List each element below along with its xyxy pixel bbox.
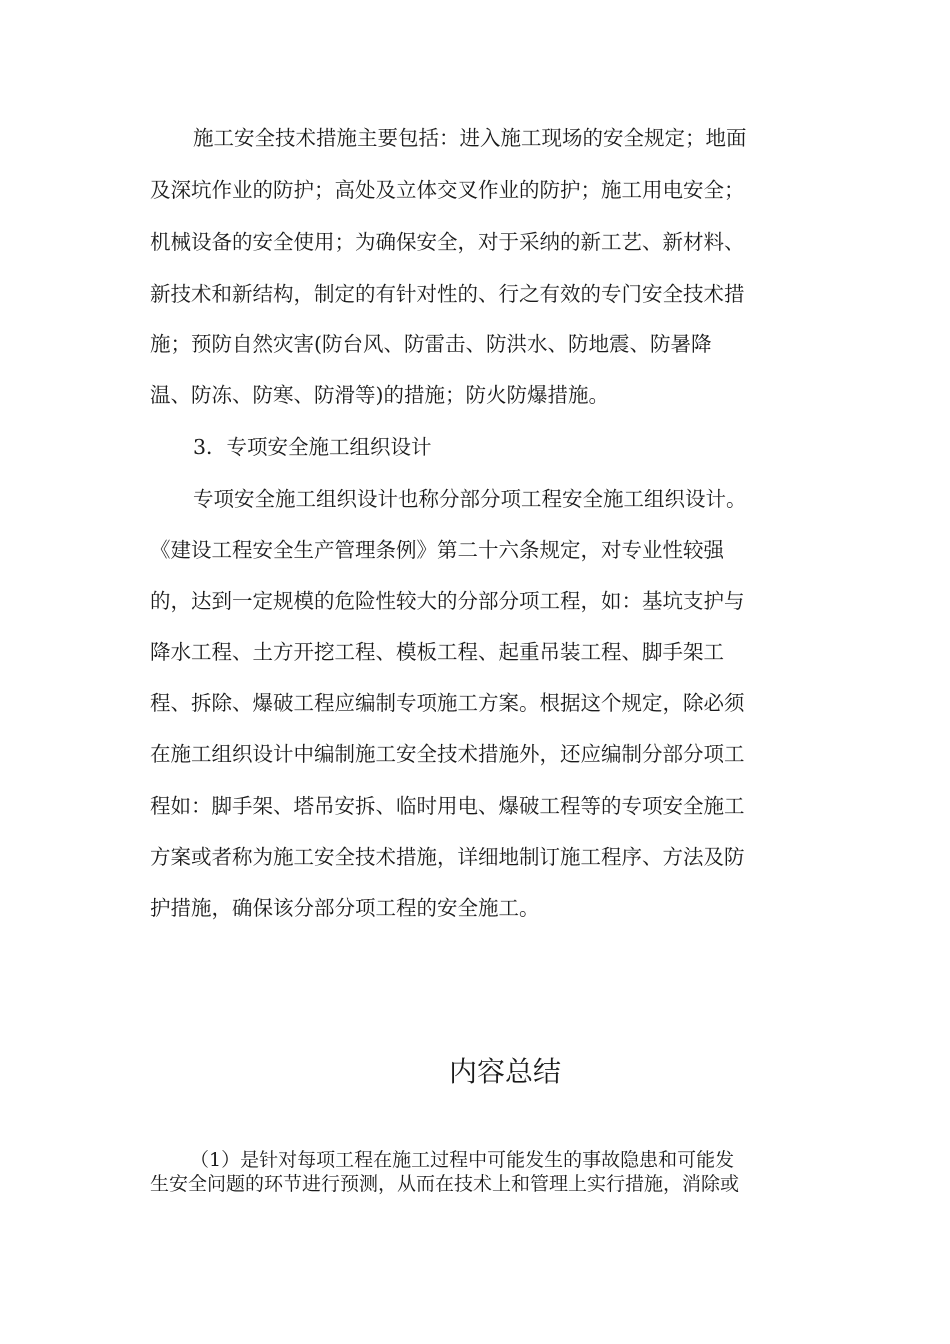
paragraph-line: 方案或者称为施工安全技术措施，详细地制订施工程序、方法及防 [150, 845, 745, 869]
paragraph-line: 降水工程、土方开挖工程、模板工程、起重吊装工程、脚手架工 [150, 640, 724, 664]
paragraph-line: 程、拆除、爆破工程应编制专项施工方案。根据这个规定，除必须 [150, 691, 745, 715]
paragraph-line: 的，达到一定规模的危险性较大的分部分项工程，如：基坑支护与 [150, 589, 745, 613]
summary-line: （1）是针对每项工程在施工过程中可能发生的事故隐患和可能发 [190, 1149, 735, 1171]
paragraph-line: 新技术和新结构，制定的有针对性的、行之有效的专门安全技术措 [150, 282, 745, 306]
paragraph-line: 温、防冻、防寒、防滑等)的措施；防火防爆措施。 [150, 383, 609, 407]
paragraph-line: 专项安全施工组织设计也称分部分项工程安全施工组织设计。 [193, 487, 747, 511]
paragraph-line: 机械设备的安全使用；为确保安全，对于采纳的新工艺、新材料、 [150, 230, 745, 254]
summary-line: 生安全问题的环节进行预测，从而在技术上和管理上实行措施，消除或 [150, 1173, 740, 1195]
paragraph-line: 施；预防自然灾害(防台风、防雷击、防洪水、防地震、防暑降 [150, 332, 712, 356]
paragraph-line: 施工安全技术措施主要包括：进入施工现场的安全规定；地面 [193, 126, 747, 150]
summary-title: 内容总结 [448, 1055, 561, 1088]
section-heading: 3．专项安全施工组织设计 [193, 435, 432, 459]
paragraph-line: 程如：脚手架、塔吊安拆、临时用电、爆破工程等的专项安全施工 [150, 794, 745, 818]
paragraph-line: 护措施，确保该分部分项工程的安全施工。 [150, 896, 540, 920]
paragraph-line: 在施工组织设计中编制施工安全技术措施外，还应编制分部分项工 [150, 742, 745, 766]
paragraph-line: 《建设工程安全生产管理条例》第二十六条规定，对专业性较强 [150, 538, 724, 562]
paragraph-line: 及深坑作业的防护；高处及立体交叉作业的防护；施工用电安全； [150, 178, 745, 202]
